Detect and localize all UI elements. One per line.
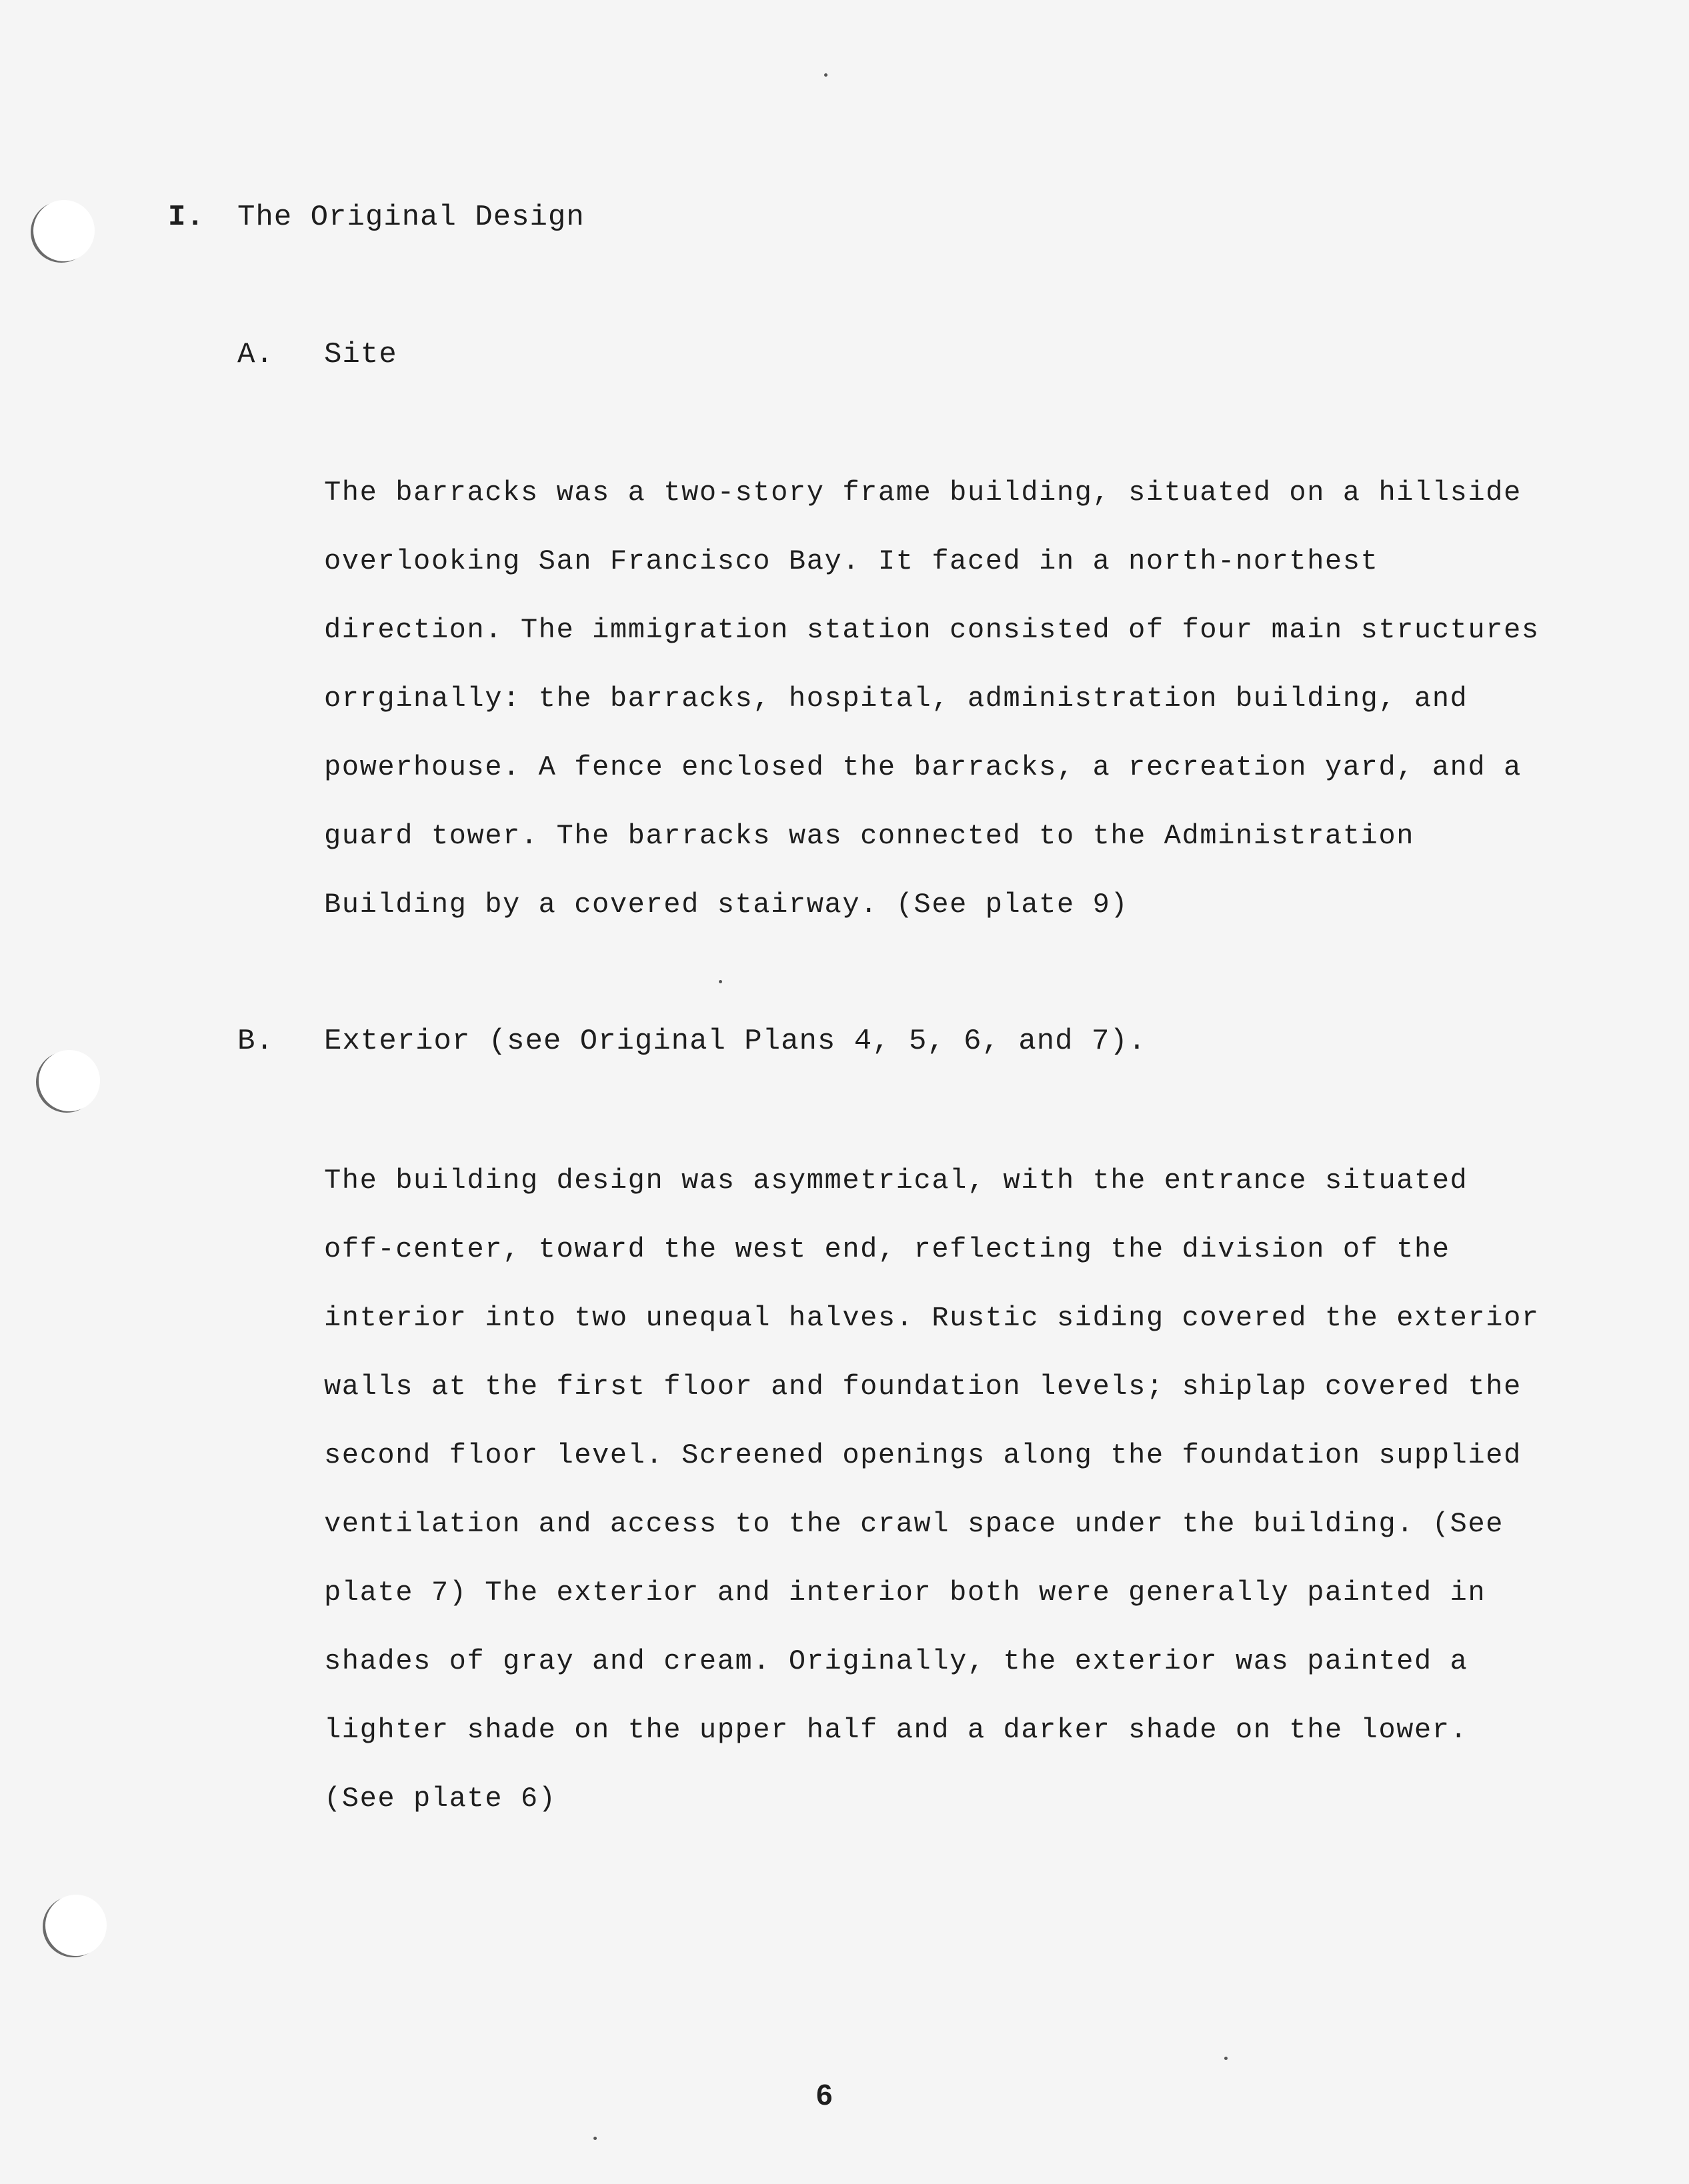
paragraph-line: walls at the first floor and foundation levels; shiplap covered the (324, 1371, 1522, 1403)
paragraph-line: off-center, toward the west end, reflecting the division of the (324, 1233, 1450, 1265)
subsection-b-heading (237, 1023, 1147, 1060)
paragraph-line: second floor level. Screened openings along the foundation supplied (324, 1439, 1522, 1471)
paper-speck (824, 73, 827, 77)
subsection-a-heading (237, 336, 397, 373)
page-number: 6 (816, 2079, 833, 2111)
subsection-b-title: Exterior (see Original Plans 4, 5, 6, and 7). (324, 1025, 1147, 1058)
paragraph-line: shades of gray and cream. Originally, the exterior was painted a (324, 1645, 1468, 1677)
paragraph-line: lighter shade on the upper half and a darker shade on the lower. (324, 1714, 1468, 1746)
paragraph-line: ventilation and access to the crawl space under the building. (See (324, 1508, 1504, 1540)
paragraph-line: guard tower. The barracks was connected to the Administration (324, 820, 1415, 852)
section-number: I. (168, 201, 205, 234)
paragraph-line: The barracks was a two-story frame building, situated on a hillside (324, 477, 1522, 509)
punch-hole (33, 200, 95, 261)
punch-hole (39, 1050, 100, 1111)
subsection-a-title: Site (324, 338, 397, 371)
paper-speck (719, 980, 722, 983)
paragraph-line: powerhouse. A fence enclosed the barracks, a recreation yard, and a (324, 751, 1522, 783)
subsection-b-letter: B. (237, 1025, 274, 1058)
paper-speck (593, 2137, 597, 2140)
paragraph-line: interior into two unequal halves. Rustic siding covered the exterior (324, 1302, 1540, 1334)
punch-hole (45, 1895, 107, 1956)
subsection-a-paragraph (324, 459, 1538, 939)
paper-speck (1224, 2057, 1228, 2060)
paragraph-line: Building by a covered stairway. (See plate 9) (324, 889, 1129, 921)
section-title: The Original Design (237, 201, 585, 234)
paragraph-line: (See plate 6) (324, 1783, 557, 1815)
paragraph-line: overlooking San Francisco Bay. It faced in a north-northest (324, 545, 1379, 577)
paragraph-line: orrginally: the barracks, hospital, administration building, and (324, 683, 1468, 715)
subsection-b-paragraph (324, 1147, 1538, 1833)
paragraph-line: The building design was asymmetrical, with the entrance situated (324, 1165, 1468, 1197)
paragraph-line: plate 7) The exterior and interior both were generally painted in (324, 1577, 1486, 1609)
paragraph-line: direction. The immigration station consisted of four main structures (324, 614, 1540, 646)
subsection-a-letter: A. (237, 338, 274, 371)
